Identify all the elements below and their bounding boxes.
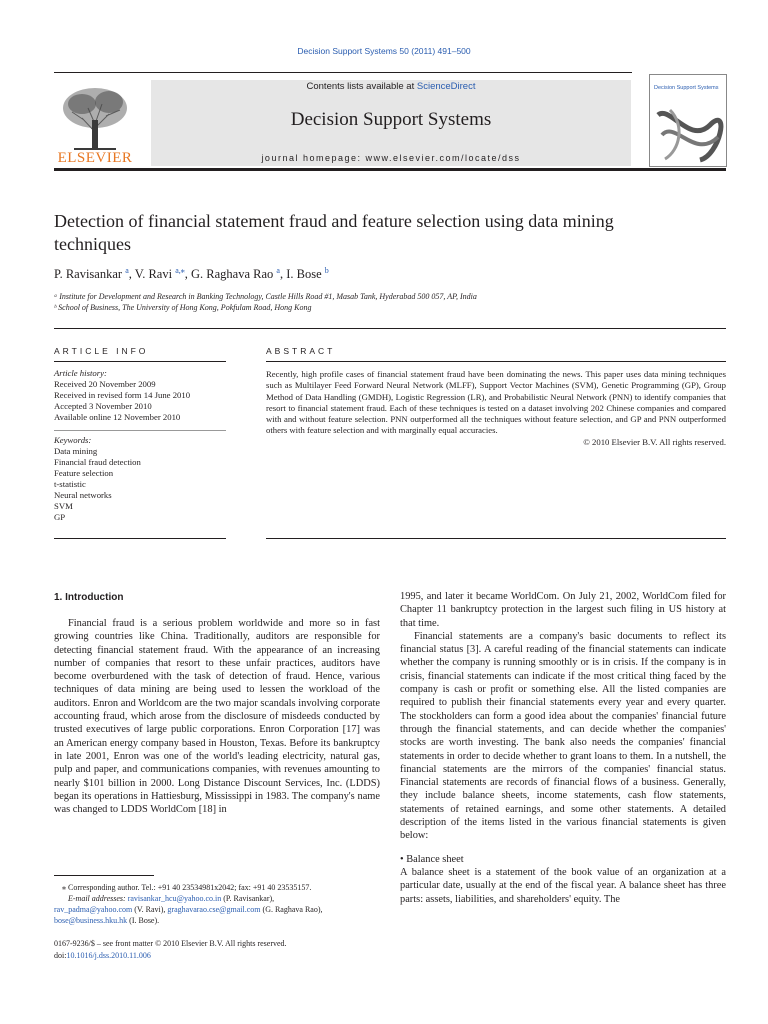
author-name: P. Ravisankar <box>54 267 123 282</box>
header-rule-bottom <box>54 168 726 171</box>
email-link[interactable]: graghavarao.cse@gmail.com <box>167 905 261 914</box>
cover-art <box>650 75 726 166</box>
keywords <box>54 435 226 523</box>
bullet-balance-sheet: • Balance sheet <box>400 853 464 865</box>
doi-line: doi:10.1016/j.dss.2010.11.006 <box>54 951 151 960</box>
footnote-rule <box>54 875 154 876</box>
author-name: I. Bose <box>286 267 322 282</box>
article-history <box>54 368 226 423</box>
elsevier-wordmark: ELSEVIER <box>57 150 133 166</box>
affiliation-b: ᵇ School of Business, The University of Hong Kong, Pokfulam Road, Hong Kong <box>54 303 312 312</box>
footnotes <box>54 882 380 926</box>
cover-title: Decision Support Systems <box>654 85 719 91</box>
email-owner: (I. Bose). <box>129 916 160 925</box>
keyword: Financial fraud detection <box>54 457 141 467</box>
history-label: Article history: <box>54 368 107 378</box>
article-info-bottom-rule <box>54 538 226 539</box>
keyword: Feature selection <box>54 468 114 478</box>
author-list: P. Ravisankar $^a$, V. Ravi $^{a,⁎}$, G. Raghava Rao $^a$, I. Bose $^b$ <box>54 266 329 282</box>
author-affil-marker: b <box>324 266 329 275</box>
section-heading-introduction: 1. Introduction <box>54 592 124 603</box>
header-rule-top <box>54 72 632 73</box>
email-owner: (G. Raghava Rao), <box>262 905 323 914</box>
article-info-heading: ARTICLE INFO <box>54 346 149 356</box>
intro-paragraph: Financial fraud is a serious problem worldwide and more so in fast growing countries like China. Traditionally, auditors are responsible for detecting financial statement fraud. With the appearance of an increasing number of companies that resort to these unfair practices, auditors have become overburdened with the task of detection of fraud. Hence, various techniques of data mining are being used to lessen the workload of the auditors. Enron and Worldcom are the two major scandals involving corporate accounting fraud, which arose from the disclosure of misdeeds conducted by trusted executives of large public corporations. Enron Corporation [17] was an American energy company based in Houston, Texas. Before its bankruptcy in late 2001, Enron was one of the world's leading electricity, natural gas, pulp and paper, and communications companies, with revenues amounting to nearly $101 billion in 2000. Long Distance Discount Services, Inc. (LDDS) began its operations in Hattiesburg, Mississippi in 1983. The company's name was changed to LDDS WorldCom [18] in <box>54 618 380 816</box>
email-owner: (P. Ravisankar), <box>223 894 275 903</box>
journal-cover-thumbnail <box>649 74 727 167</box>
abstract-copyright: © 2010 Elsevier B.V. All rights reserved. <box>583 436 726 447</box>
intro-paragraph: A balance sheet is a statement of the book value of an organization at a particular date, usually at the end of the fiscal year. A balance sheet has three parts: assets, liabilities, and shareholders' equity. The <box>400 866 726 905</box>
email-label: E-mail addresses: <box>68 894 126 903</box>
keyword: Neural networks <box>54 490 112 500</box>
abstract-rule <box>266 361 726 362</box>
paper-title: Detection of financial statement fraud and feature selection using data mining techniques <box>54 211 614 254</box>
corresponding-author-note: ⁎ Corresponding author. Tel.: +91 40 23534981x2042; fax: +91 40 23535157. <box>62 883 312 892</box>
journal-title: Decision Support Systems <box>290 109 492 130</box>
intro-paragraph: Financial statements are a company's basic documents to reflect its financial status [3]. A careful reading of the financial statements can indicate whether the company is running smoothly or is in crisis. If the company is in crisis, financial statements can indicate if the most critical thing faced by the company is cash or profit or something else. All the listed companies are required to publish their financial statements every year and every quarter. The stockholders can form a good idea about the companies' financial future through the financial statements, and can decide whether the companies' stocks are worth investing. The bank also needs the companies' financial statements in order to decide whether to grant loans to them. In a nutshell, the financial statements are the mirrors of the companies' financial status. Financial statements are records of financial flows of a business. Generally, they include balance sheets, income statements, cash flow statements, statements of retained earnings, and some other statements. A detailed description of the items listed in the various financial statements is given below: <box>400 630 726 842</box>
email-link[interactable]: bose@business.hku.hk <box>54 916 128 925</box>
issn-line: 0167-9236/$ – see front matter © 2010 Elsevier B.V. All rights reserved. <box>54 939 287 948</box>
abstract-heading: ABSTRACT <box>266 346 336 356</box>
email-link[interactable]: ravisankar_hcu@yahoo.co.in <box>127 894 222 903</box>
keyword: SVM <box>54 501 73 511</box>
doi-link[interactable]: 10.1016/j.dss.2010.11.006 <box>66 951 151 960</box>
contents-line: Contents lists available at ScienceDirect <box>306 81 476 92</box>
journal-homepage[interactable]: journal homepage: www.elsevier.com/locate/dss <box>261 153 521 163</box>
author-affil-marker: a,⁎ <box>175 266 185 275</box>
history-online: Available online 12 November 2010 <box>54 412 181 422</box>
abstract-bottom-rule <box>266 538 726 539</box>
sciencedirect-link[interactable]: ScienceDirect <box>416 81 476 92</box>
intro-left-column <box>54 617 380 816</box>
keywords-label: Keywords: <box>54 435 92 445</box>
abstract-text: Recently, high profile cases of financial statement fraud have been dominating the news. This paper uses data mining techniques such as Multilayer Feed Forward Neural Network (MLFF), Support Vector Machines (SVM), Genetic Programming (GP), Group Method of Data Handling (GMDH), Logistic Regression (LR), and Probabilistic Neural Network (PNN) to identify companies that resort to financial statement fraud. Each of these techniques is tested on a dataset involving 202 Chinese companies and compared with and without feature selection. PNN outperformed all the techniques without feature selection, and GP and PNN outperformed others with feature selection and with marginally equal accuracies. <box>266 369 726 436</box>
keyword: Data mining <box>54 446 98 456</box>
affiliation-a: ᵃ Institute for Development and Research in Banking Technology, Castle Hills Road #1, Masab Tank, Hyderabad 500 057, AP, India <box>54 292 477 301</box>
intro-paragraph: 1995, and later it became WorldCom. On July 21, 2002, WorldCom filed for Chapter 11 bankruptcy protection in the largest such filing in US history at that time. <box>400 591 726 629</box>
intro-right-column <box>400 590 726 906</box>
author-name: V. Ravi <box>134 267 173 282</box>
keyword: GP <box>54 512 66 522</box>
history-received: Received 20 November 2009 <box>54 379 156 389</box>
email-link[interactable]: rav_padma@yahoo.com <box>54 905 133 914</box>
abstract-body <box>266 369 726 448</box>
keyword: t-statistic <box>54 479 86 489</box>
journal-reference[interactable]: Decision Support Systems 50 (2011) 491–500 <box>297 46 471 56</box>
author-name: G. Raghava Rao <box>191 267 274 282</box>
keywords-rule <box>54 430 226 431</box>
email-owner: (V. Ravi), <box>134 905 166 914</box>
author-affil-marker: a <box>125 266 129 275</box>
affiliation-rule <box>54 328 726 329</box>
history-accepted: Accepted 3 November 2010 <box>54 401 152 411</box>
article-info-rule <box>54 361 226 362</box>
author-affil-marker: a <box>276 266 280 275</box>
history-revised: Received in revised form 14 June 2010 <box>54 390 191 400</box>
